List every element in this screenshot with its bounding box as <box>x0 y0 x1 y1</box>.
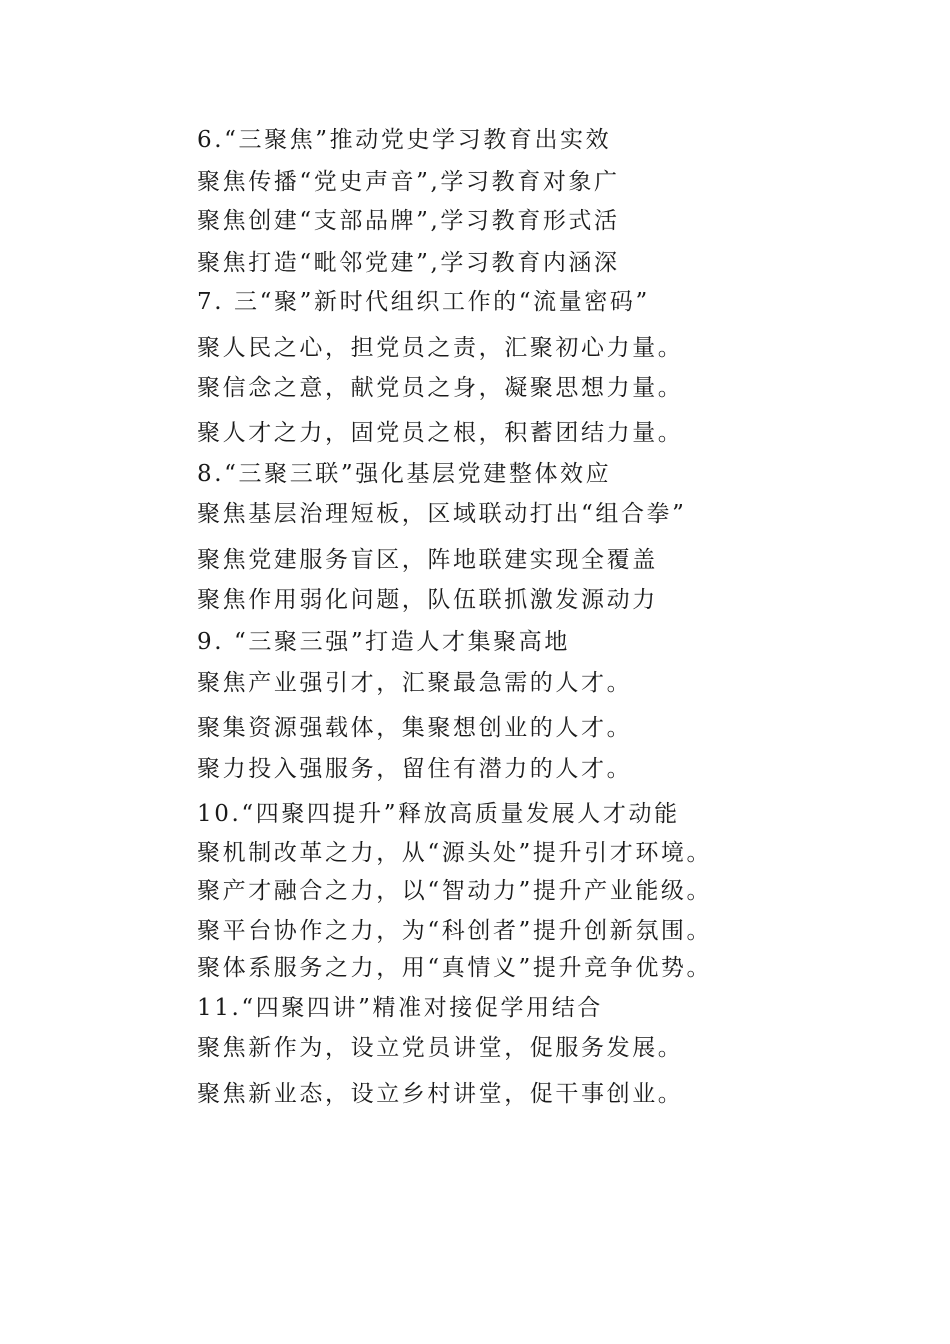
text-line: 聚焦创建“支部品牌”,学习教育形式活 <box>197 208 620 234</box>
text-line: 聚焦作用弱化问题，队伍联抓激发源动力 <box>197 587 658 613</box>
text-line: 聚焦新作为，设立党员讲堂，促服务发展。 <box>197 1035 684 1061</box>
heading-10: 10.“四聚四提升”释放高质量发展人才动能 <box>197 801 680 827</box>
text-line: 聚信念之意，献党员之身，凝聚思想力量。 <box>197 375 684 401</box>
heading-8: 8.“三聚三联”强化基层党建整体效应 <box>197 461 612 487</box>
text-line: 聚产才融合之力，以“智动力”提升产业能级。 <box>197 878 713 904</box>
text-line: 聚人才之力，固党员之根，积蓄团结力量。 <box>197 420 684 446</box>
text-line: 聚平台协作之力，为“科创者”提升创新氛围。 <box>197 918 713 944</box>
text-line: 聚体系服务之力，用“真情义”提升竞争优势。 <box>197 955 713 981</box>
text-line: 聚焦传播“党史声音”,学习教育对象广 <box>197 169 620 195</box>
text-line: 聚集资源强载体，集聚想创业的人才。 <box>197 715 633 741</box>
text-line: 聚人民之心，担党员之责，汇聚初心力量。 <box>197 335 684 361</box>
text-line: 聚焦产业强引才，汇聚最急需的人才。 <box>197 670 633 696</box>
text-line: 聚焦新业态，设立乡村讲堂，促干事创业。 <box>197 1081 684 1107</box>
heading-6: 6.“三聚焦”推动党史学习教育出实效 <box>197 127 612 153</box>
text-line: 聚力投入强服务，留住有潜力的人才。 <box>197 756 633 782</box>
heading-7: 7. 三“聚”新时代组织工作的“流量密码” <box>197 289 650 315</box>
heading-9: 9. “三聚三强”打造人才集聚高地 <box>197 629 570 655</box>
text-line: 聚机制改革之力，从“源头处”提升引才环境。 <box>197 840 713 866</box>
heading-11: 11.“四聚四讲”精准对接促学用结合 <box>197 995 603 1021</box>
text-line: 聚焦基层治理短板，区域联动打出“组合拳” <box>197 501 687 527</box>
text-line: 聚焦打造“毗邻党建”,学习教育内涵深 <box>197 250 620 276</box>
text-line: 聚焦党建服务盲区，阵地联建实现全覆盖 <box>197 547 658 573</box>
